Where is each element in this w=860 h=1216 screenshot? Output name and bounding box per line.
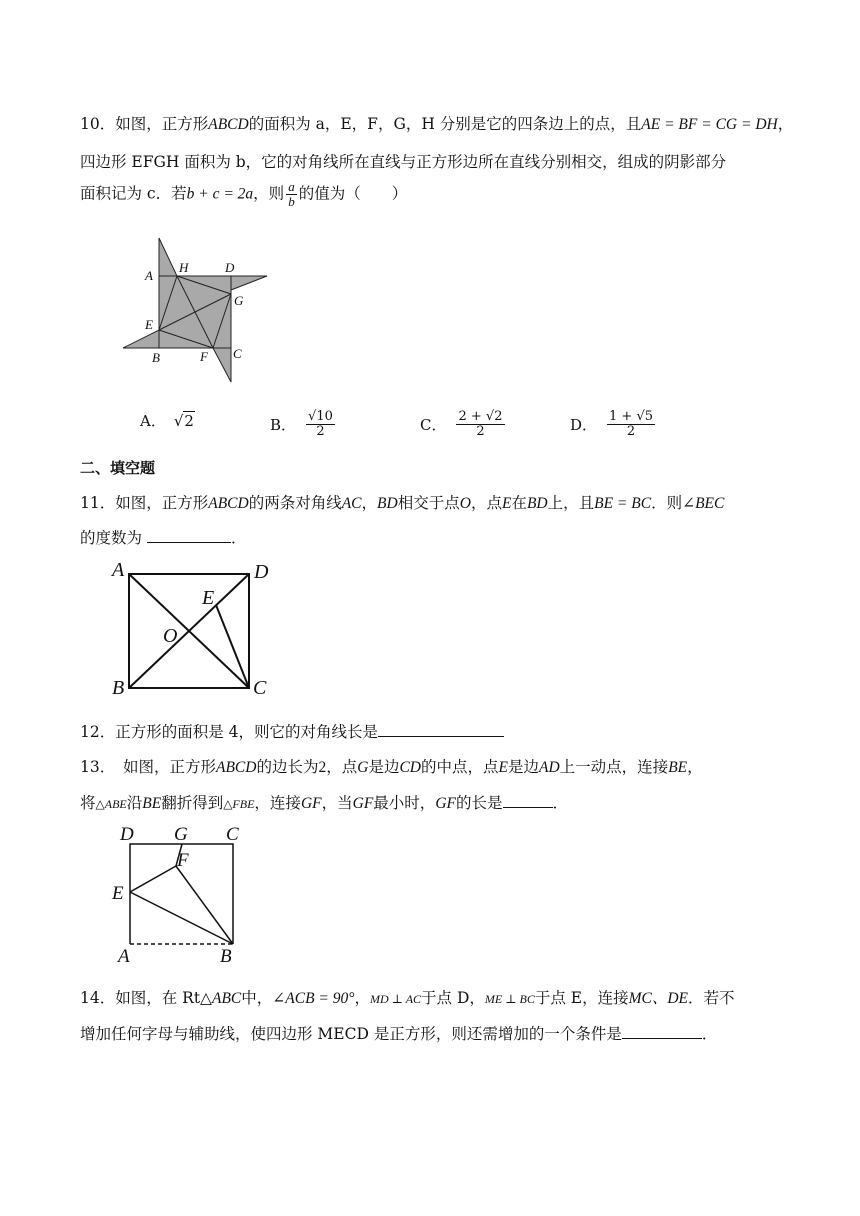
answer-blank[interactable]	[503, 807, 553, 808]
q13-text: 上一动点，连接	[559, 758, 669, 776]
q13-math: GF	[300, 795, 322, 812]
q13-text: 翻折得到	[161, 794, 224, 812]
option-letter: C．	[420, 416, 447, 434]
label-E: E	[145, 317, 153, 332]
radicand: 2	[184, 411, 194, 430]
q10-fraction	[286, 180, 297, 209]
q11-text: 相交于点	[397, 494, 460, 512]
q13-text: ，连接	[254, 794, 301, 812]
q14-text: ．若不	[688, 989, 735, 1007]
label-O: O	[163, 625, 178, 647]
q10-line2	[80, 150, 726, 172]
option-value: $\frac{√10}{2}$	[308, 409, 333, 439]
q11-math: BEC	[695, 495, 725, 512]
q13-math: GF	[435, 795, 456, 812]
q13-figure	[110, 822, 250, 967]
q10-figure	[115, 232, 275, 387]
q14-line1	[80, 986, 735, 1008]
q13-text: 的边长为	[256, 758, 319, 776]
q14-text: ．	[701, 1025, 718, 1043]
q13-math: CD	[399, 759, 421, 776]
q11-figure	[108, 560, 278, 700]
q11-math: O	[459, 495, 471, 512]
q13-math: GF	[352, 795, 374, 812]
q11-text: 在	[511, 494, 527, 512]
q11-math: ABCD	[208, 495, 249, 512]
fraction-denominator: b	[288, 194, 295, 209]
q11-text: 上，且	[547, 494, 595, 512]
numerator-prefix: 2 +	[458, 409, 486, 424]
fraction-numerator: a	[288, 179, 295, 194]
q13-line1	[80, 755, 703, 777]
q13-text: 是边	[368, 758, 400, 776]
q13-math: G	[357, 759, 369, 776]
q11-math: BD	[377, 495, 398, 512]
q10-math: AE = BF = CG = DH	[641, 116, 778, 133]
q13-text: 沿	[126, 794, 143, 812]
q13-text: ．	[552, 794, 569, 812]
label-B: B	[220, 946, 232, 967]
answer-blank[interactable]	[622, 1038, 702, 1039]
label-G: G	[174, 824, 188, 845]
q10-text: 四边形 EFGH 面积为 b，它的对角线所在直线与正方形边所在直线分别相交，组成的阴影部分	[80, 153, 727, 171]
q13-math: BE	[668, 759, 688, 776]
q13-math: △FBE	[223, 797, 255, 811]
section-heading: 二、填空题	[80, 459, 156, 477]
segment-ec	[216, 605, 249, 688]
option-value: $\frac{1 + √5}{2}$	[609, 409, 654, 439]
shaded-region	[123, 330, 159, 348]
q14-text: 14．如图，在 Rt△	[80, 989, 212, 1007]
q14-math: ME ⊥ BC	[484, 992, 535, 1006]
q10-text: 的值为（ ）	[298, 184, 408, 203]
shaded-region	[159, 238, 177, 276]
label-D: D	[120, 824, 134, 845]
q13-text: ，	[687, 758, 703, 776]
shaded-region	[213, 348, 231, 382]
label-F: F	[200, 349, 208, 364]
option-b	[270, 410, 337, 439]
q10-line3	[80, 180, 407, 209]
label-C: C	[253, 677, 267, 699]
segment-fb	[176, 866, 233, 944]
label-B: B	[152, 350, 160, 365]
segment-ef	[130, 866, 176, 892]
q13-math: AD	[539, 759, 560, 776]
radicand: 10	[316, 409, 333, 424]
q11-text: ，点	[470, 494, 502, 512]
q10-text: 的面积为 a，E，F，G，H 分别是它的四条边上的点，且	[248, 115, 642, 133]
q12-text: 12．正方形的面积是 4，则它的对角线长是	[80, 723, 379, 741]
segment-ab-fold	[130, 892, 233, 944]
q13-text: 的长是	[455, 794, 503, 812]
fraction-denominator: 2	[316, 424, 325, 439]
label-C: C	[233, 346, 242, 361]
label-F: F	[177, 850, 189, 871]
q13-line2	[80, 791, 568, 813]
option-d	[570, 410, 657, 439]
q10-text: ，	[777, 115, 794, 133]
q11-math: BE = BC	[594, 495, 652, 512]
q10-text: 10．如图，正方形	[80, 115, 209, 133]
option-a	[140, 410, 195, 431]
label-B: B	[112, 677, 125, 699]
q11-math: AC	[341, 495, 362, 512]
q10-text: 面积记为 c．若	[80, 184, 187, 203]
q10-line1	[80, 112, 793, 134]
q11-line2	[80, 526, 246, 548]
label-A: A	[145, 268, 153, 283]
q13-text: ，点	[326, 758, 358, 776]
q11-text: ．	[230, 529, 247, 547]
q14-text: 于点 E，连接	[534, 989, 629, 1007]
q11-text: ，	[361, 494, 378, 512]
q14-text: 中，	[241, 989, 273, 1007]
option-letter: B．	[270, 416, 297, 434]
q13-math: E	[498, 759, 508, 776]
label-A: A	[112, 559, 125, 581]
option-value: $\frac{2 + √2}{2}$	[458, 409, 503, 439]
answer-blank[interactable]	[147, 542, 231, 543]
q14-text: 于点 D，	[421, 989, 485, 1007]
label-G: G	[234, 293, 244, 308]
q14-math: MC、DE	[628, 990, 689, 1007]
option-letter: A．	[140, 412, 166, 430]
fraction-denominator: 2	[476, 424, 485, 439]
q13-text: 最小时，	[373, 794, 436, 812]
q13-text: 是边	[507, 758, 539, 776]
label-H: H	[179, 260, 189, 275]
q13-text: ，当	[321, 794, 353, 812]
q14-math: ∠ACB = 90°	[272, 990, 355, 1007]
q14-text: 增加任何字母与辅助线，使四边形 MECD 是正方形，则还需增加的一个条件是	[80, 1025, 622, 1043]
label-D: D	[254, 561, 269, 583]
q14-text: ，	[354, 989, 370, 1007]
q14-math: MD ⊥ AC	[369, 992, 422, 1006]
q14-line2	[80, 1022, 717, 1044]
label-D: D	[225, 260, 235, 275]
label-C: C	[226, 824, 239, 845]
q13-text: 13． 如图，正方形	[80, 758, 216, 776]
radicand: 5	[644, 409, 654, 424]
q13-math: 2	[318, 759, 327, 776]
q11-math: E	[501, 495, 512, 512]
fraction-denominator: 2	[626, 424, 636, 439]
q13-text: 将	[80, 794, 96, 812]
option-letter: D．	[570, 416, 598, 434]
option-c	[420, 410, 507, 439]
q10-text: ，则	[253, 184, 285, 203]
label-E: E	[112, 883, 124, 904]
q10-math: ABCD	[208, 116, 249, 133]
q13-math: BE	[142, 795, 162, 812]
radicand: 2	[494, 409, 503, 424]
q14-math: ABC	[211, 990, 242, 1007]
q11-math: BD	[526, 495, 548, 512]
q13-math: ABCD	[215, 759, 257, 776]
q11-text: 的两条对角线	[248, 494, 342, 512]
q13-text: 的中点，点	[421, 758, 499, 776]
q11-text: 11．如图，正方形	[80, 494, 209, 512]
q13-math: △ABE	[95, 797, 127, 811]
shaded-region	[231, 276, 267, 290]
q11-text: 的度数为	[80, 529, 143, 547]
option-value: √2	[173, 411, 194, 430]
q11-text: ．则∠	[651, 494, 696, 512]
q10-math: b + c = 2a	[186, 185, 254, 203]
label-A: A	[118, 946, 130, 967]
q11-line1	[80, 491, 724, 513]
answer-blank[interactable]	[378, 736, 504, 737]
label-E: E	[202, 587, 215, 609]
q12-line	[80, 720, 504, 742]
numerator-prefix: 1 +	[609, 409, 637, 424]
